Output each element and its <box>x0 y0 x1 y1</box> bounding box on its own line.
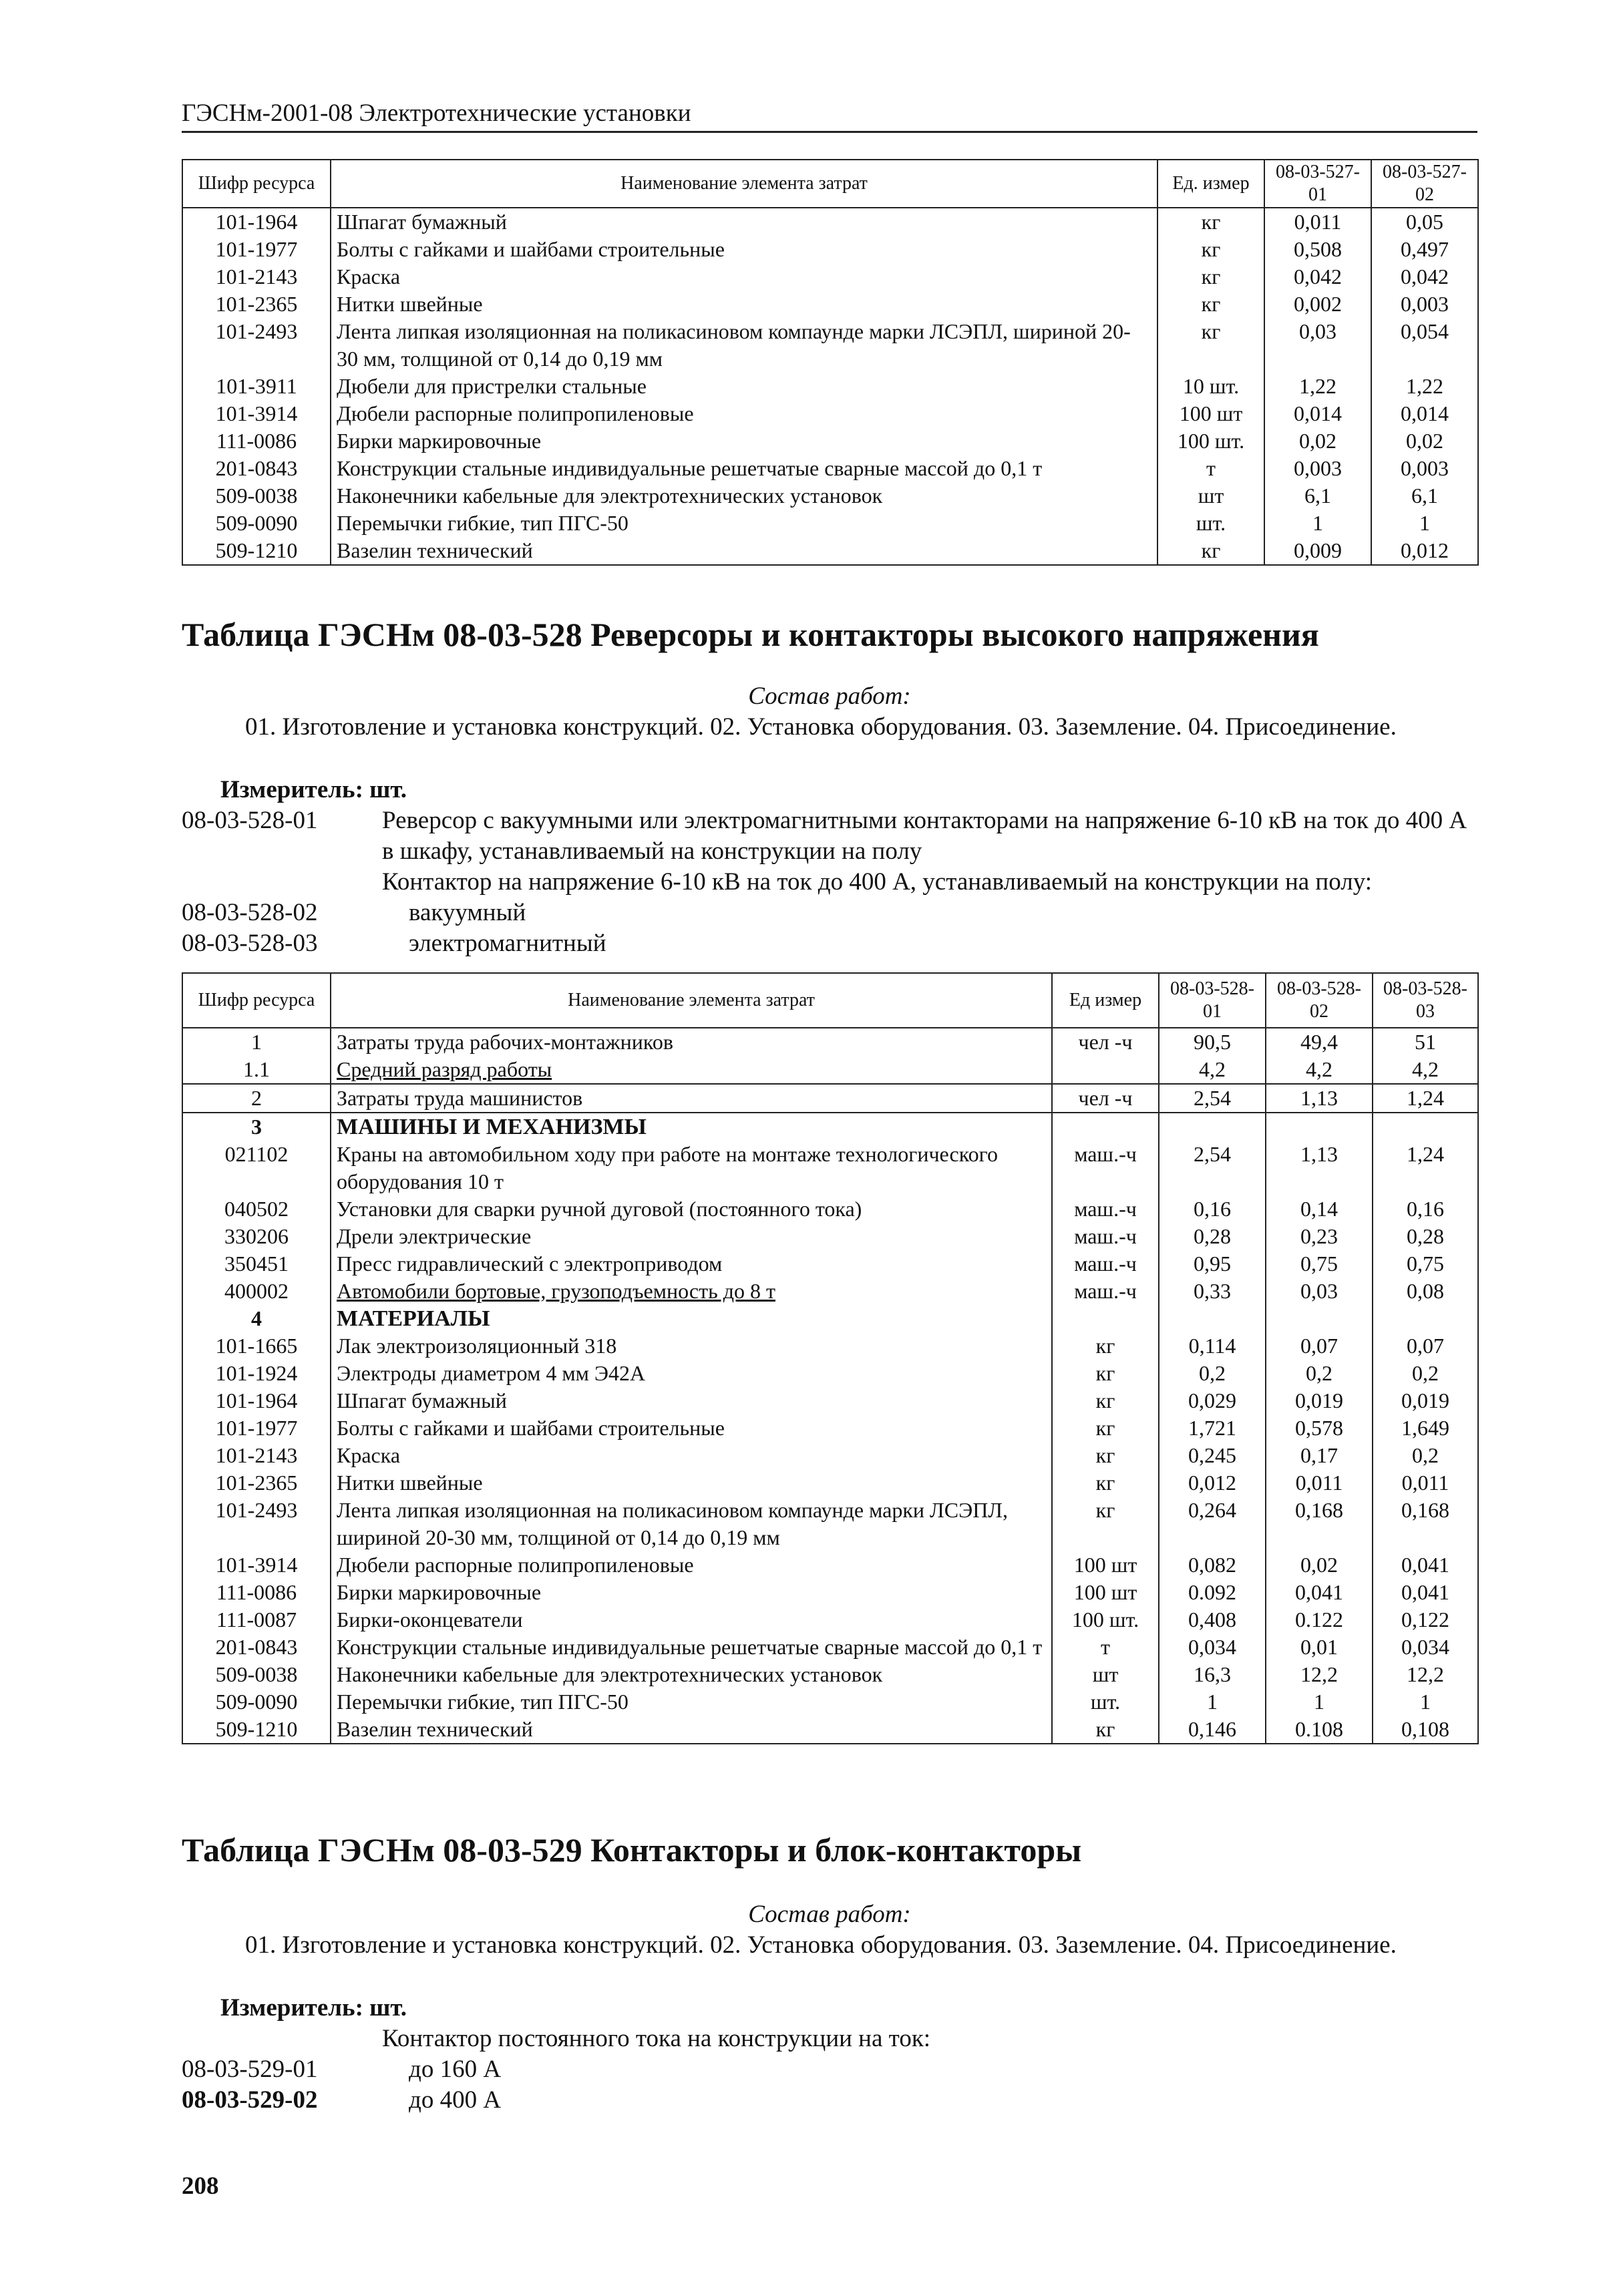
running-header: ГЭСНм-2001-08 Электротехнические установки <box>182 99 1477 133</box>
cost-element-cell: МАШИНЫ И МЕХАНИЗМЫ <box>331 1113 1052 1141</box>
value-cell: 0,019 <box>1373 1387 1478 1414</box>
unit-cell: кг <box>1157 318 1264 373</box>
value-cell: 0,08 <box>1373 1278 1478 1305</box>
value-cell: 0,03 <box>1264 318 1371 373</box>
resource-code-cell: 1.1 <box>182 1056 331 1084</box>
cost-element-cell: МАТЕРИАЛЫ <box>331 1305 1052 1332</box>
cost-element-cell: Наконечники кабельные для электротехнических установок <box>331 1661 1052 1688</box>
value-cell <box>1266 1113 1373 1141</box>
cost-element-cell: Нитки швейные <box>331 1469 1052 1497</box>
value-cell <box>1373 1305 1478 1332</box>
value-cell: 0,029 <box>1159 1387 1266 1414</box>
header-norm-col-2: 08-03-527-02 <box>1371 160 1478 208</box>
table-row <box>182 1716 1478 1744</box>
cost-element-cell: Лак электроизоляционный 318 <box>331 1332 1052 1360</box>
value-cell: 6,1 <box>1264 482 1371 510</box>
norm-code-529-02: 08-03-529-02 <box>182 2086 318 2114</box>
value-cell: 0,009 <box>1264 537 1371 565</box>
header-norm-col-3: 08-03-528-03 <box>1373 973 1478 1028</box>
resource-code-cell: 1 <box>182 1028 331 1056</box>
value-cell: 0,75 <box>1373 1250 1478 1278</box>
cost-element-cell: Средний разряд работы <box>331 1056 1052 1084</box>
resource-code-cell: 400002 <box>182 1278 331 1305</box>
value-cell: 0,168 <box>1373 1497 1478 1551</box>
norm-desc-common-528: Контактор на напряжение 6-10 кВ на ток до 400 А, устанавливаемый на конструкции на полу: <box>382 868 1372 896</box>
table-row <box>182 1250 1478 1278</box>
value-cell: 0,2 <box>1159 1360 1266 1387</box>
table-row <box>182 208 1478 236</box>
value-cell: 0,75 <box>1266 1250 1373 1278</box>
header-norm-col-1: 08-03-528-01 <box>1159 973 1266 1028</box>
resource-table-527 <box>182 159 1479 566</box>
cost-element-cell: Дюбели распорные полипропиленовые <box>331 1551 1052 1579</box>
value-cell <box>1373 1113 1478 1141</box>
unit-cell: кг <box>1052 1469 1159 1497</box>
value-cell: 0,108 <box>1373 1716 1478 1744</box>
table-528-title: Таблица ГЭСНм 08-03-528 Реверсоры и контакторы высокого напряжения <box>182 616 1319 653</box>
norm-desc-529-01: до 160 А <box>409 2056 502 2083</box>
cost-element-cell: Установки для сварки ручной дуговой (постоянного тока) <box>331 1195 1052 1223</box>
cost-element-cell: Автомобили бортовые, грузоподъемность до 8 т <box>331 1278 1052 1305</box>
table-529-title: Таблица ГЭСНм 08-03-529 Контакторы и блок-контакторы <box>182 1831 1082 1869</box>
table-row <box>182 318 1478 373</box>
measure-line <box>220 775 407 805</box>
value-cell <box>1159 1113 1266 1141</box>
value-cell: 0,17 <box>1266 1442 1373 1469</box>
value-cell: 0,011 <box>1373 1469 1478 1497</box>
cost-element-cell: Вазелин технический <box>331 1716 1052 1744</box>
value-cell: 1 <box>1371 510 1478 537</box>
resource-code-cell: 111-0086 <box>182 427 331 455</box>
resource-table-528 <box>182 972 1479 1744</box>
value-cell: 2,54 <box>1159 1141 1266 1195</box>
value-cell: 1,649 <box>1373 1414 1478 1442</box>
norm-code-528-02: 08-03-528-02 <box>182 899 318 926</box>
resource-code-cell: 101-2493 <box>182 1497 331 1551</box>
table-row <box>182 1469 1478 1497</box>
resource-code-cell: 101-1977 <box>182 1414 331 1442</box>
header-cost-element: Наименование элемента затрат <box>331 160 1157 208</box>
value-cell: 4,2 <box>1159 1056 1266 1084</box>
resource-code-cell: 509-1210 <box>182 537 331 565</box>
value-cell: 0,02 <box>1371 427 1478 455</box>
cost-element-cell: Электроды диаметром 4 мм Э42А <box>331 1360 1052 1387</box>
unit-cell: маш.-ч <box>1052 1278 1159 1305</box>
unit-cell: шт. <box>1157 510 1264 537</box>
value-cell: 0,122 <box>1373 1606 1478 1634</box>
cost-element-cell: Краска <box>331 263 1157 291</box>
norm-desc-common-529: Контактор постоянного тока на конструкции на ток: <box>382 2025 931 2052</box>
table-row <box>182 455 1478 482</box>
measure-label: Измеритель: <box>220 1994 363 2022</box>
unit-cell: кг <box>1157 291 1264 318</box>
resource-code-cell: 101-1977 <box>182 236 331 263</box>
unit-cell: 100 шт <box>1052 1551 1159 1579</box>
table-row <box>182 1634 1478 1661</box>
value-cell: 0,012 <box>1371 537 1478 565</box>
resource-code-cell: 101-3914 <box>182 1551 331 1579</box>
value-cell: 0,95 <box>1159 1250 1266 1278</box>
value-cell: 4,2 <box>1373 1056 1478 1084</box>
header-norm-col-2: 08-03-528-02 <box>1266 973 1373 1028</box>
norm-code-529-01: 08-03-529-01 <box>182 2056 318 2083</box>
value-cell: 0,408 <box>1159 1606 1266 1634</box>
unit-cell: кг <box>1052 1387 1159 1414</box>
resource-code-cell: 3 <box>182 1113 331 1141</box>
value-cell: 1,24 <box>1373 1084 1478 1113</box>
cost-element-cell: Болты с гайками и шайбами строительные <box>331 236 1157 263</box>
works-label-529: Состав работ: <box>748 1901 911 1928</box>
value-cell: 0,041 <box>1266 1579 1373 1606</box>
resource-code-cell: 509-1210 <box>182 1716 331 1744</box>
value-cell: 1,721 <box>1159 1414 1266 1442</box>
value-cell: 0,082 <box>1159 1551 1266 1579</box>
unit-cell: маш.-ч <box>1052 1223 1159 1250</box>
value-cell: 0,16 <box>1373 1195 1478 1223</box>
value-cell <box>1266 1305 1373 1332</box>
cost-element-cell: Болты с гайками и шайбами строительные <box>331 1414 1052 1442</box>
value-cell: 0,014 <box>1264 400 1371 427</box>
cost-element-cell: Бирки маркировочные <box>331 427 1157 455</box>
value-cell: 0,042 <box>1264 263 1371 291</box>
resource-code-cell: 101-1924 <box>182 1360 331 1387</box>
unit-cell: кг <box>1052 1332 1159 1360</box>
value-cell: 0,114 <box>1159 1332 1266 1360</box>
resource-code-cell: 111-0086 <box>182 1579 331 1606</box>
header-norm-col-1: 08-03-527-01 <box>1264 160 1371 208</box>
value-cell: 1,13 <box>1266 1084 1373 1113</box>
table-row <box>182 1688 1478 1716</box>
resource-code-cell: 509-0038 <box>182 482 331 510</box>
unit-cell: 100 шт <box>1052 1579 1159 1606</box>
cost-element-cell: Дюбели для пристрелки стальные <box>331 373 1157 400</box>
value-cell: 0,002 <box>1264 291 1371 318</box>
table-row <box>182 1223 1478 1250</box>
unit-cell: маш.-ч <box>1052 1195 1159 1223</box>
table-row <box>182 1195 1478 1223</box>
resource-code-cell: 350451 <box>182 1250 331 1278</box>
resource-code-cell: 040502 <box>182 1195 331 1223</box>
table-row <box>182 1414 1478 1442</box>
value-cell: 12,2 <box>1373 1661 1478 1688</box>
table-row <box>182 236 1478 263</box>
unit-cell: т <box>1157 455 1264 482</box>
table-row <box>182 1551 1478 1579</box>
resource-code-cell: 101-1665 <box>182 1332 331 1360</box>
value-cell: 0,011 <box>1266 1469 1373 1497</box>
cost-element-cell: Пресс гидравлический с электроприводом <box>331 1250 1052 1278</box>
table-row <box>182 1661 1478 1688</box>
resource-code-cell: 201-0843 <box>182 455 331 482</box>
cost-element-cell: Шпагат бумажный <box>331 1387 1052 1414</box>
table-row <box>182 1278 1478 1305</box>
value-cell: 0,146 <box>1159 1716 1266 1744</box>
value-cell: 4,2 <box>1266 1056 1373 1084</box>
value-cell: 0,23 <box>1266 1223 1373 1250</box>
value-cell: 1 <box>1159 1688 1266 1716</box>
value-cell: 0,07 <box>1266 1332 1373 1360</box>
unit-cell: кг <box>1052 1716 1159 1744</box>
value-cell: 0,041 <box>1373 1579 1478 1606</box>
value-cell: 0.122 <box>1266 1606 1373 1634</box>
value-cell: 0,2 <box>1373 1442 1478 1469</box>
unit-cell: шт <box>1052 1661 1159 1688</box>
norm-desc-528-02: вакуумный <box>409 899 526 926</box>
cost-element-cell: Наконечники кабельные для электротехнических установок <box>331 482 1157 510</box>
value-cell: 0,02 <box>1266 1551 1373 1579</box>
value-cell: 0,33 <box>1159 1278 1266 1305</box>
unit-cell <box>1052 1305 1159 1332</box>
resource-code-cell: 101-3914 <box>182 400 331 427</box>
value-cell: 0,245 <box>1159 1442 1266 1469</box>
resource-code-cell: 509-0038 <box>182 1661 331 1688</box>
value-cell: 0,011 <box>1264 208 1371 236</box>
table-row <box>182 482 1478 510</box>
value-cell: 0,28 <box>1373 1223 1478 1250</box>
value-cell <box>1159 1305 1266 1332</box>
value-cell: 0,28 <box>1159 1223 1266 1250</box>
value-cell: 0,497 <box>1371 236 1478 263</box>
value-cell: 1 <box>1373 1688 1478 1716</box>
unit-cell: 10 шт. <box>1157 373 1264 400</box>
table-row <box>182 537 1478 565</box>
unit-cell <box>1052 1113 1159 1141</box>
unit-cell: кг <box>1052 1497 1159 1551</box>
cost-element-cell: Затраты труда рабочих-монтажников <box>331 1028 1052 1056</box>
value-cell: 0,14 <box>1266 1195 1373 1223</box>
value-cell: 0,003 <box>1371 291 1478 318</box>
unit-cell <box>1052 1056 1159 1084</box>
resource-code-cell: 2 <box>182 1084 331 1113</box>
table-row <box>182 373 1478 400</box>
table-row <box>182 1497 1478 1551</box>
value-cell: 0,041 <box>1373 1551 1478 1579</box>
value-cell: 0,578 <box>1266 1414 1373 1442</box>
resource-code-cell: 101-2365 <box>182 1469 331 1497</box>
works-label: Состав работ: <box>748 683 911 710</box>
unit-cell: чел -ч <box>1052 1028 1159 1056</box>
table-row <box>182 1387 1478 1414</box>
value-cell: 1,13 <box>1266 1141 1373 1195</box>
works-description: 01. Изготовление и установка конструкций. 02. Установка оборудования. 03. Заземление. 04. Присоединение. <box>245 713 1397 741</box>
value-cell: 0,02 <box>1264 427 1371 455</box>
unit-cell: кг <box>1052 1360 1159 1387</box>
value-cell: 16,3 <box>1159 1661 1266 1688</box>
cost-element-cell: Краны на автомобильном ходу при работе на монтаже технологического оборудования 10 т <box>331 1141 1052 1195</box>
resource-code-cell: 101-2143 <box>182 1442 331 1469</box>
unit-cell: маш.-ч <box>1052 1141 1159 1195</box>
norm-desc-529-02: до 400 А <box>409 2086 502 2114</box>
unit-cell: шт <box>1157 482 1264 510</box>
value-cell: 0,012 <box>1159 1469 1266 1497</box>
value-cell: 90,5 <box>1159 1028 1266 1056</box>
value-cell: 1,22 <box>1371 373 1478 400</box>
page-number: 208 <box>182 2172 219 2200</box>
resource-code-cell: 021102 <box>182 1141 331 1195</box>
table-row <box>182 291 1478 318</box>
unit-cell: маш.-ч <box>1052 1250 1159 1278</box>
unit-cell: кг <box>1157 537 1264 565</box>
cost-element-cell: Шпагат бумажный <box>331 208 1157 236</box>
unit-cell: кг <box>1157 208 1264 236</box>
unit-cell: шт. <box>1052 1688 1159 1716</box>
table-row <box>182 1360 1478 1387</box>
value-cell: 0,16 <box>1159 1195 1266 1223</box>
header-unit: Ед измер <box>1052 973 1159 1028</box>
table-row <box>182 510 1478 537</box>
measure-value: шт. <box>369 776 407 803</box>
resource-code-cell: 101-3911 <box>182 373 331 400</box>
unit-cell: кг <box>1052 1414 1159 1442</box>
cost-element-cell: Лента липкая изоляционная на поликасиновом компаунде марки ЛСЭПЛ, шириной 20-30 мм, толщиной от 0,14 до 0,19 мм <box>331 1497 1052 1551</box>
resource-code-cell: 101-2143 <box>182 263 331 291</box>
unit-cell: т <box>1052 1634 1159 1661</box>
cost-element-cell: Бирки маркировочные <box>331 1579 1052 1606</box>
cost-element-cell: Бирки-оконцеватели <box>331 1606 1052 1634</box>
table-row <box>182 1141 1478 1195</box>
resource-code-cell: 509-0090 <box>182 1688 331 1716</box>
cost-element-cell: Конструкции стальные индивидуальные решетчатые сварные массой до 0,1 т <box>331 1634 1052 1661</box>
value-cell: 0,05 <box>1371 208 1478 236</box>
value-cell: 1,24 <box>1373 1141 1478 1195</box>
unit-cell: 100 шт. <box>1157 427 1264 455</box>
cost-element-cell: Дрели электрические <box>331 1223 1052 1250</box>
value-cell: 0,01 <box>1266 1634 1373 1661</box>
cost-element-cell: Дюбели распорные полипропиленовые <box>331 400 1157 427</box>
value-cell: 0,264 <box>1159 1497 1266 1551</box>
value-cell: 0.108 <box>1266 1716 1373 1744</box>
measure-line-529 <box>220 1993 407 2024</box>
header-resource-code: Шифр ресурса <box>182 160 331 208</box>
header-resource-code: Шифр ресурса <box>182 973 331 1028</box>
resource-code-cell: 101-1964 <box>182 1387 331 1414</box>
resource-code-cell: 509-0090 <box>182 510 331 537</box>
value-cell: 0,019 <box>1266 1387 1373 1414</box>
works-description-529: 01. Изготовление и установка конструкций. 02. Установка оборудования. 03. Заземление. 04. Присоединение. <box>245 1931 1397 1959</box>
table-row <box>182 1606 1478 1634</box>
value-cell: 0.092 <box>1159 1579 1266 1606</box>
value-cell: 0,042 <box>1371 263 1478 291</box>
value-cell: 1 <box>1264 510 1371 537</box>
value-cell: 0,054 <box>1371 318 1478 373</box>
cost-element-cell: Нитки швейные <box>331 291 1157 318</box>
table-row <box>182 1084 1478 1113</box>
header-cost-element: Наименование элемента затрат <box>331 973 1052 1028</box>
value-cell: 2,54 <box>1159 1084 1266 1113</box>
header-unit: Ед. измер <box>1157 160 1264 208</box>
table-row <box>182 1442 1478 1469</box>
value-cell: 0,07 <box>1373 1332 1478 1360</box>
measure-label: Измеритель: <box>220 776 363 803</box>
resource-code-cell: 111-0087 <box>182 1606 331 1634</box>
table-row <box>182 1028 1478 1056</box>
table-row <box>182 1305 1478 1332</box>
measure-value: шт. <box>369 1994 407 2022</box>
table-row <box>182 1056 1478 1084</box>
unit-cell: чел -ч <box>1052 1084 1159 1113</box>
resource-code-cell: 4 <box>182 1305 331 1332</box>
cost-element-cell: Вазелин технический <box>331 537 1157 565</box>
value-cell: 1,22 <box>1264 373 1371 400</box>
unit-cell: кг <box>1157 263 1264 291</box>
value-cell: 51 <box>1373 1028 1478 1056</box>
table-row <box>182 1113 1478 1141</box>
resource-code-cell: 101-2365 <box>182 291 331 318</box>
resource-code-cell: 101-1964 <box>182 208 331 236</box>
table-row <box>182 1579 1478 1606</box>
cost-element-cell: Лента липкая изоляционная на поликасиновом компаунде марки ЛСЭПЛ, шириной 20-30 мм, толщиной от 0,14 до 0,19 мм <box>331 318 1157 373</box>
table-row <box>182 400 1478 427</box>
value-cell: 0,014 <box>1371 400 1478 427</box>
resource-code-cell: 101-2493 <box>182 318 331 373</box>
value-cell: 0,2 <box>1373 1360 1478 1387</box>
value-cell: 1 <box>1266 1688 1373 1716</box>
cost-element-cell: Перемычки гибкие, тип ПГС-50 <box>331 1688 1052 1716</box>
unit-cell: 100 шт. <box>1052 1606 1159 1634</box>
unit-cell: кг <box>1052 1442 1159 1469</box>
resource-code-cell: 201-0843 <box>182 1634 331 1661</box>
cost-element-cell: Конструкции стальные индивидуальные решетчатые сварные массой до 0,1 т <box>331 455 1157 482</box>
unit-cell: 100 шт <box>1157 400 1264 427</box>
cost-element-cell: Затраты труда машинистов <box>331 1084 1052 1113</box>
norm-desc-528-03: электромагнитный <box>409 930 606 957</box>
table-row <box>182 263 1478 291</box>
value-cell: 0,2 <box>1266 1360 1373 1387</box>
unit-cell: кг <box>1157 236 1264 263</box>
norm-code-528-01: 08-03-528-01 <box>182 807 318 834</box>
value-cell: 0,034 <box>1373 1634 1478 1661</box>
norm-desc-528-01: Реверсор с вакуумными или электромагнитными контакторами на напряжение 6-10 кВ на ток до 400 А в шкафу, устанавливаемый на конструкции на полу <box>382 807 1467 865</box>
value-cell: 0,003 <box>1371 455 1478 482</box>
table-row <box>182 427 1478 455</box>
value-cell: 0,508 <box>1264 236 1371 263</box>
resource-code-cell: 330206 <box>182 1223 331 1250</box>
cost-element-cell: Перемычки гибкие, тип ПГС-50 <box>331 510 1157 537</box>
value-cell: 6,1 <box>1371 482 1478 510</box>
value-cell: 0,03 <box>1266 1278 1373 1305</box>
value-cell: 12,2 <box>1266 1661 1373 1688</box>
value-cell: 0,168 <box>1266 1497 1373 1551</box>
cost-element-cell: Краска <box>331 1442 1052 1469</box>
norm-code-528-03: 08-03-528-03 <box>182 930 318 957</box>
value-cell: 49,4 <box>1266 1028 1373 1056</box>
table-row <box>182 1332 1478 1360</box>
value-cell: 0,003 <box>1264 455 1371 482</box>
value-cell: 0,034 <box>1159 1634 1266 1661</box>
